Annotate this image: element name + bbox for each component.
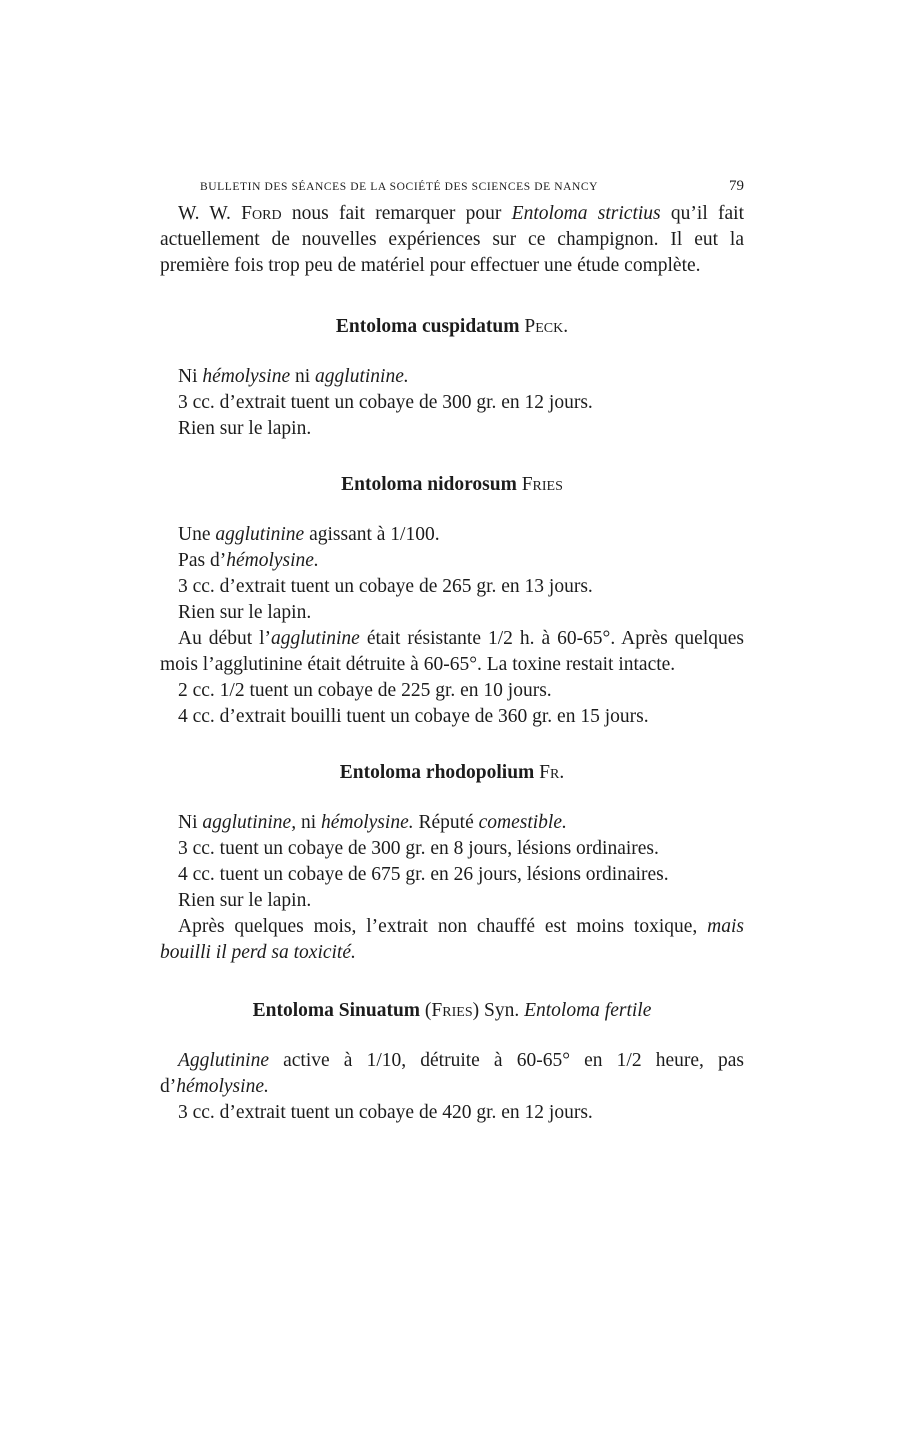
cuspidatum-line-3: Rien sur le lapin. bbox=[178, 418, 312, 439]
rhodopolium-line-4: Rien sur le lapin. bbox=[178, 890, 312, 911]
page-number: 79 bbox=[729, 178, 744, 194]
running-title: BULLETIN DES SÉANCES DE LA SOCIÉTÉ DES SCIENCES DE NANCY bbox=[200, 181, 599, 193]
running-head bbox=[200, 178, 744, 195]
rhodopolium-paragraph-2: 3 cc. tuent un cobaye de 300 gr. en 8 jours, lésions ordinaires. bbox=[178, 838, 659, 859]
sinuatum-paragraph-1: Agglutinine active à 1/10, détruite à 60-65° en 1/2 heure, pas d’hémolysine. bbox=[160, 1050, 744, 1097]
species-name: Entoloma strictius bbox=[511, 203, 661, 224]
nidorosum-line-1: Une agglutinine agissant à 1/100. bbox=[178, 524, 440, 545]
synonym-name: Entoloma fertile bbox=[524, 1000, 652, 1021]
nidorosum-line-4: Rien sur le lapin. bbox=[178, 602, 312, 623]
page bbox=[160, 178, 744, 1126]
nidorosum-line-2: Pas d’hémolysine. bbox=[178, 550, 319, 571]
section-heading-cuspidatum: Entoloma cuspidatum Peck. bbox=[335, 316, 569, 337]
nidorosum-line-3: 3 cc. d’extrait tuent un cobaye de 265 gr. en 13 jours. bbox=[178, 576, 593, 597]
section-heading-rhodopolium: Entoloma rhodopolium Fr. bbox=[339, 762, 565, 783]
section-heading-nidorosum: Entoloma nidorosum Fries bbox=[341, 474, 563, 495]
sinuatum-line-2: 3 cc. d’extrait tuent un cobaye de 420 gr. en 12 jours. bbox=[178, 1102, 593, 1123]
nidorosum-line-7: 4 cc. d’extrait bouilli tuent un cobaye de 360 gr. en 15 jours. bbox=[178, 706, 649, 727]
rhodopolium-line-1: Ni agglutinine, ni hémolysine. Réputé comestible. bbox=[178, 812, 567, 833]
section-heading-sinuatum: Entoloma Sinuatum (Fries) Syn. Entoloma fertile bbox=[252, 1000, 652, 1021]
rhodopolium-paragraph-3: 4 cc. tuent un cobaye de 675 gr. en 26 jours, lésions ordinaires. bbox=[178, 864, 669, 885]
author-name: W. W. Ford bbox=[178, 203, 282, 224]
nidorosum-paragraph-5: Au début l’agglutinine était résistante 1/2 h. à 60-65°. Après quelques mois l’agglutinine était détruite à 60-65°. La toxine restait intacte. bbox=[160, 628, 744, 675]
cuspidatum-line-2: 3 cc. d’extrait tuent un cobaye de 300 gr. en 12 jours. bbox=[178, 392, 593, 413]
cuspidatum-line-1: Ni hémolysine ni agglutinine. bbox=[178, 366, 409, 387]
nidorosum-line-6: 2 cc. 1/2 tuent un cobaye de 225 gr. en 10 jours. bbox=[178, 680, 552, 701]
rhodopolium-paragraph-5: Après quelques mois, l’extrait non chauffé est moins toxique, mais bouilli il perd sa toxicité. bbox=[160, 916, 744, 963]
intro-paragraph: W. W. Ford nous fait remarquer pour Entoloma strictius qu’il fait actuellement de nouvelles expériences sur ce champignon. Il eut la première fois trop peu de matériel pour effectuer une étude complète. bbox=[160, 203, 744, 276]
